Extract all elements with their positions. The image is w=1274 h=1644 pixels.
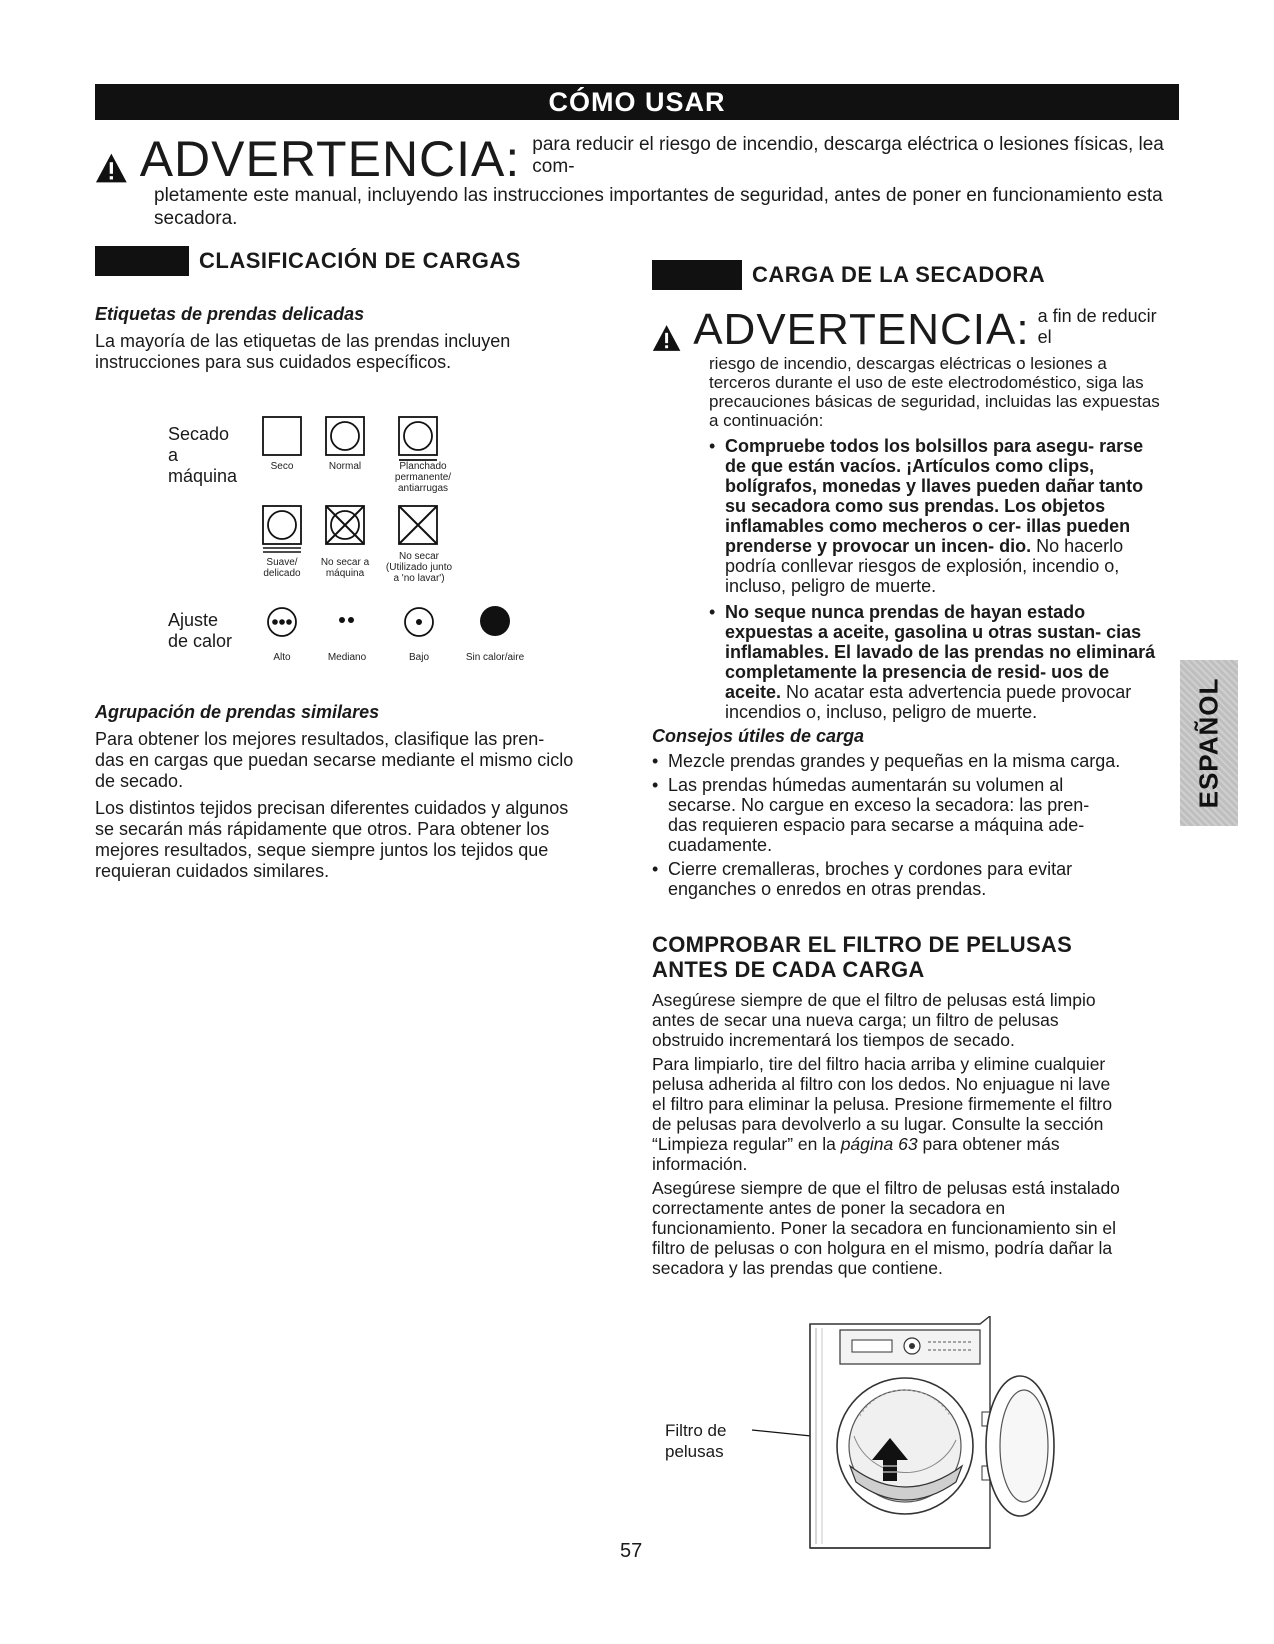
para-filter-2: Para limpiarlo, tire del filtro hacia arriba y elimine cualquier pelusa adherida al filtro con los dedos. No enjuague ni lave el filtro para eliminar la pelusa. Presione firmemente el filtro de pelusas para devolverlo a su lugar. Consulte la sección “Limpieza regular” en la página 63 para obtener más información. [652,1054,1113,1174]
subheading-grouping: Agrupación de prendas similares [95,702,380,722]
para-grouping-2: Los distintos tejidos precisan diferentes cuidados y algunos se secarán más rápidamente que otros. Para obtener los mejores resultados, seque siempre juntos los tejidos que requieran cuidados similares. [95,798,569,881]
symbol-permanent-press-icon [398,416,438,462]
page-number: 57 [620,1540,643,1562]
symbol-delicate-icon [262,505,302,553]
language-tab-label: ESPAÑOL [1193,677,1224,809]
section-banner: CÓMO USAR [95,84,1179,120]
list-item: • Cierre cremalleras, broches y cordones para evitar enganches o enredos en otras prendas. [652,859,1122,899]
dryer-illustration [700,1316,1060,1556]
label-planchado: Planchado permanente/ antiarrugas [394,461,452,494]
symbol-normal-icon [325,416,365,456]
symbol-no-machine-dry-icon [325,505,365,545]
chart-label-machine-dry: Secado a máquina [168,424,238,486]
list-item: • No seque nunca prendas de hayan estado expuestas a aceite, gasolina u otras sustan- cias inflamables. El lavado de las prendas no eliminará completamente la presencia de resid- uos de aceite. No acatar esta advertencia puede provocar incendios o, incluso, peligro de muerte. [709,602,1169,722]
symbol-dry-icon [262,416,302,456]
top-warning [95,131,1185,230]
subheading-tips: Consejos útiles de carga [652,726,865,746]
illus-label: Filtro de pelusas [665,1421,727,1461]
warning-list [709,436,1169,722]
label-no-secar-maquina: No secar a máquina [320,557,370,579]
heat-high-icon [266,606,298,638]
symbol-do-not-dry-icon [398,505,438,545]
warning-lead: a fin de reducir el [1037,306,1157,347]
list-item: • Mezcle prendas grandes y pequeñas en la misma carga. [652,751,1122,771]
heat-medium-icon [337,614,357,626]
warning-title: ADVERTENCIA: [693,305,1030,354]
loading-warning [652,306,1172,722]
label-mediano: Mediano [327,652,367,663]
subheading-delicate-labels: Etiquetas de prendas delicadas [95,304,365,324]
para-filter-1: Asegúrese siempre de que el filtro de pelusas está limpio antes de secar una nueva carga; un filtro de pelusas obstruido incrementará los tiempos de secado. [652,990,1096,1050]
label-no-secar: No secar (Utilizado junto a 'no lavar') [385,551,453,584]
left-heading-block [95,246,575,276]
tips-list [652,751,1122,899]
heat-low-icon [403,606,435,638]
para-grouping-1: Para obtener los mejores resultados, clasifique las pren- das en cargas que puedan secarse mediante el mismo ciclo de secado. [95,729,574,791]
list-item: • Las prendas húmedas aumentarán su volumen al secarse. No cargue en exceso la secadora: las pren- das requieren espacio para secarse a máquina ade- cuadamente. [652,775,1122,855]
label-normal: Normal [328,461,362,472]
heat-no-heat-icon [478,604,512,638]
heading-bar [652,260,742,290]
label-bajo: Bajo [408,652,429,663]
para-filter-3: Asegúrese siempre de que el filtro de pelusas está instalado correctamente antes de poner la secadora en funcionamiento. Poner la secadora en funcionamiento sin el filtro de pelusas o con holgura en el mismo, podría dañar la secadora y las prendas que contiene. [652,1178,1120,1278]
warning-triangle-icon [652,324,681,352]
warning-body: pletamente este manual, incluyendo las instrucciones importantes de seguridad, antes de poner en funcionamiento esta secadora. [154,185,1163,229]
left-heading: CLASIFICACIÓN DE CARGAS [199,248,521,273]
chart-label-heat: Ajuste de calor [168,610,233,651]
label-sin-calor: Sin calor/aire [465,652,525,663]
heading-bar [95,246,189,276]
label-alto: Alto [273,652,291,663]
language-tab [1180,660,1238,826]
right-heading: CARGA DE LA SECADORA [752,262,1046,287]
warning-body: riesgo de incendio, descargas eléctricas o lesiones a terceros durante el uso de este electrodoméstico, siga las precauciones básicas de seguridad, incluidas las expuestas a continuación: [709,354,1160,430]
list-item: • Compruebe todos los bolsillos para asegu- rarse de que están vacíos. ¡Artículos como clips, bolígrafos, monedas y llaves pueden dañar tanto su secadora como sus prendas. Los objetos inflamables como mecheros o cer- illas pueden prenderse y provocar un incen- dio. No hacerlo podría conllevar riesgos de explosión, incendio o, incluso, peligro de muerte. [709,436,1169,596]
filter-heading: COMPROBAR EL FILTRO DE PELUSAS ANTES DE CADA CARGA [652,932,1073,982]
label-suave: Suave/ delicado [263,557,301,579]
warning-triangle-icon [95,152,128,184]
warning-title: ADVERTENCIA: [139,131,521,187]
warning-lead: para reducir el riesgo de incendio, descarga eléctrica o lesiones físicas, lea com- [532,134,1164,177]
para-labels: La mayoría de las etiquetas de las prendas incluyen instrucciones para sus cuidados específicos. [95,331,511,372]
label-seco: Seco [270,461,294,472]
